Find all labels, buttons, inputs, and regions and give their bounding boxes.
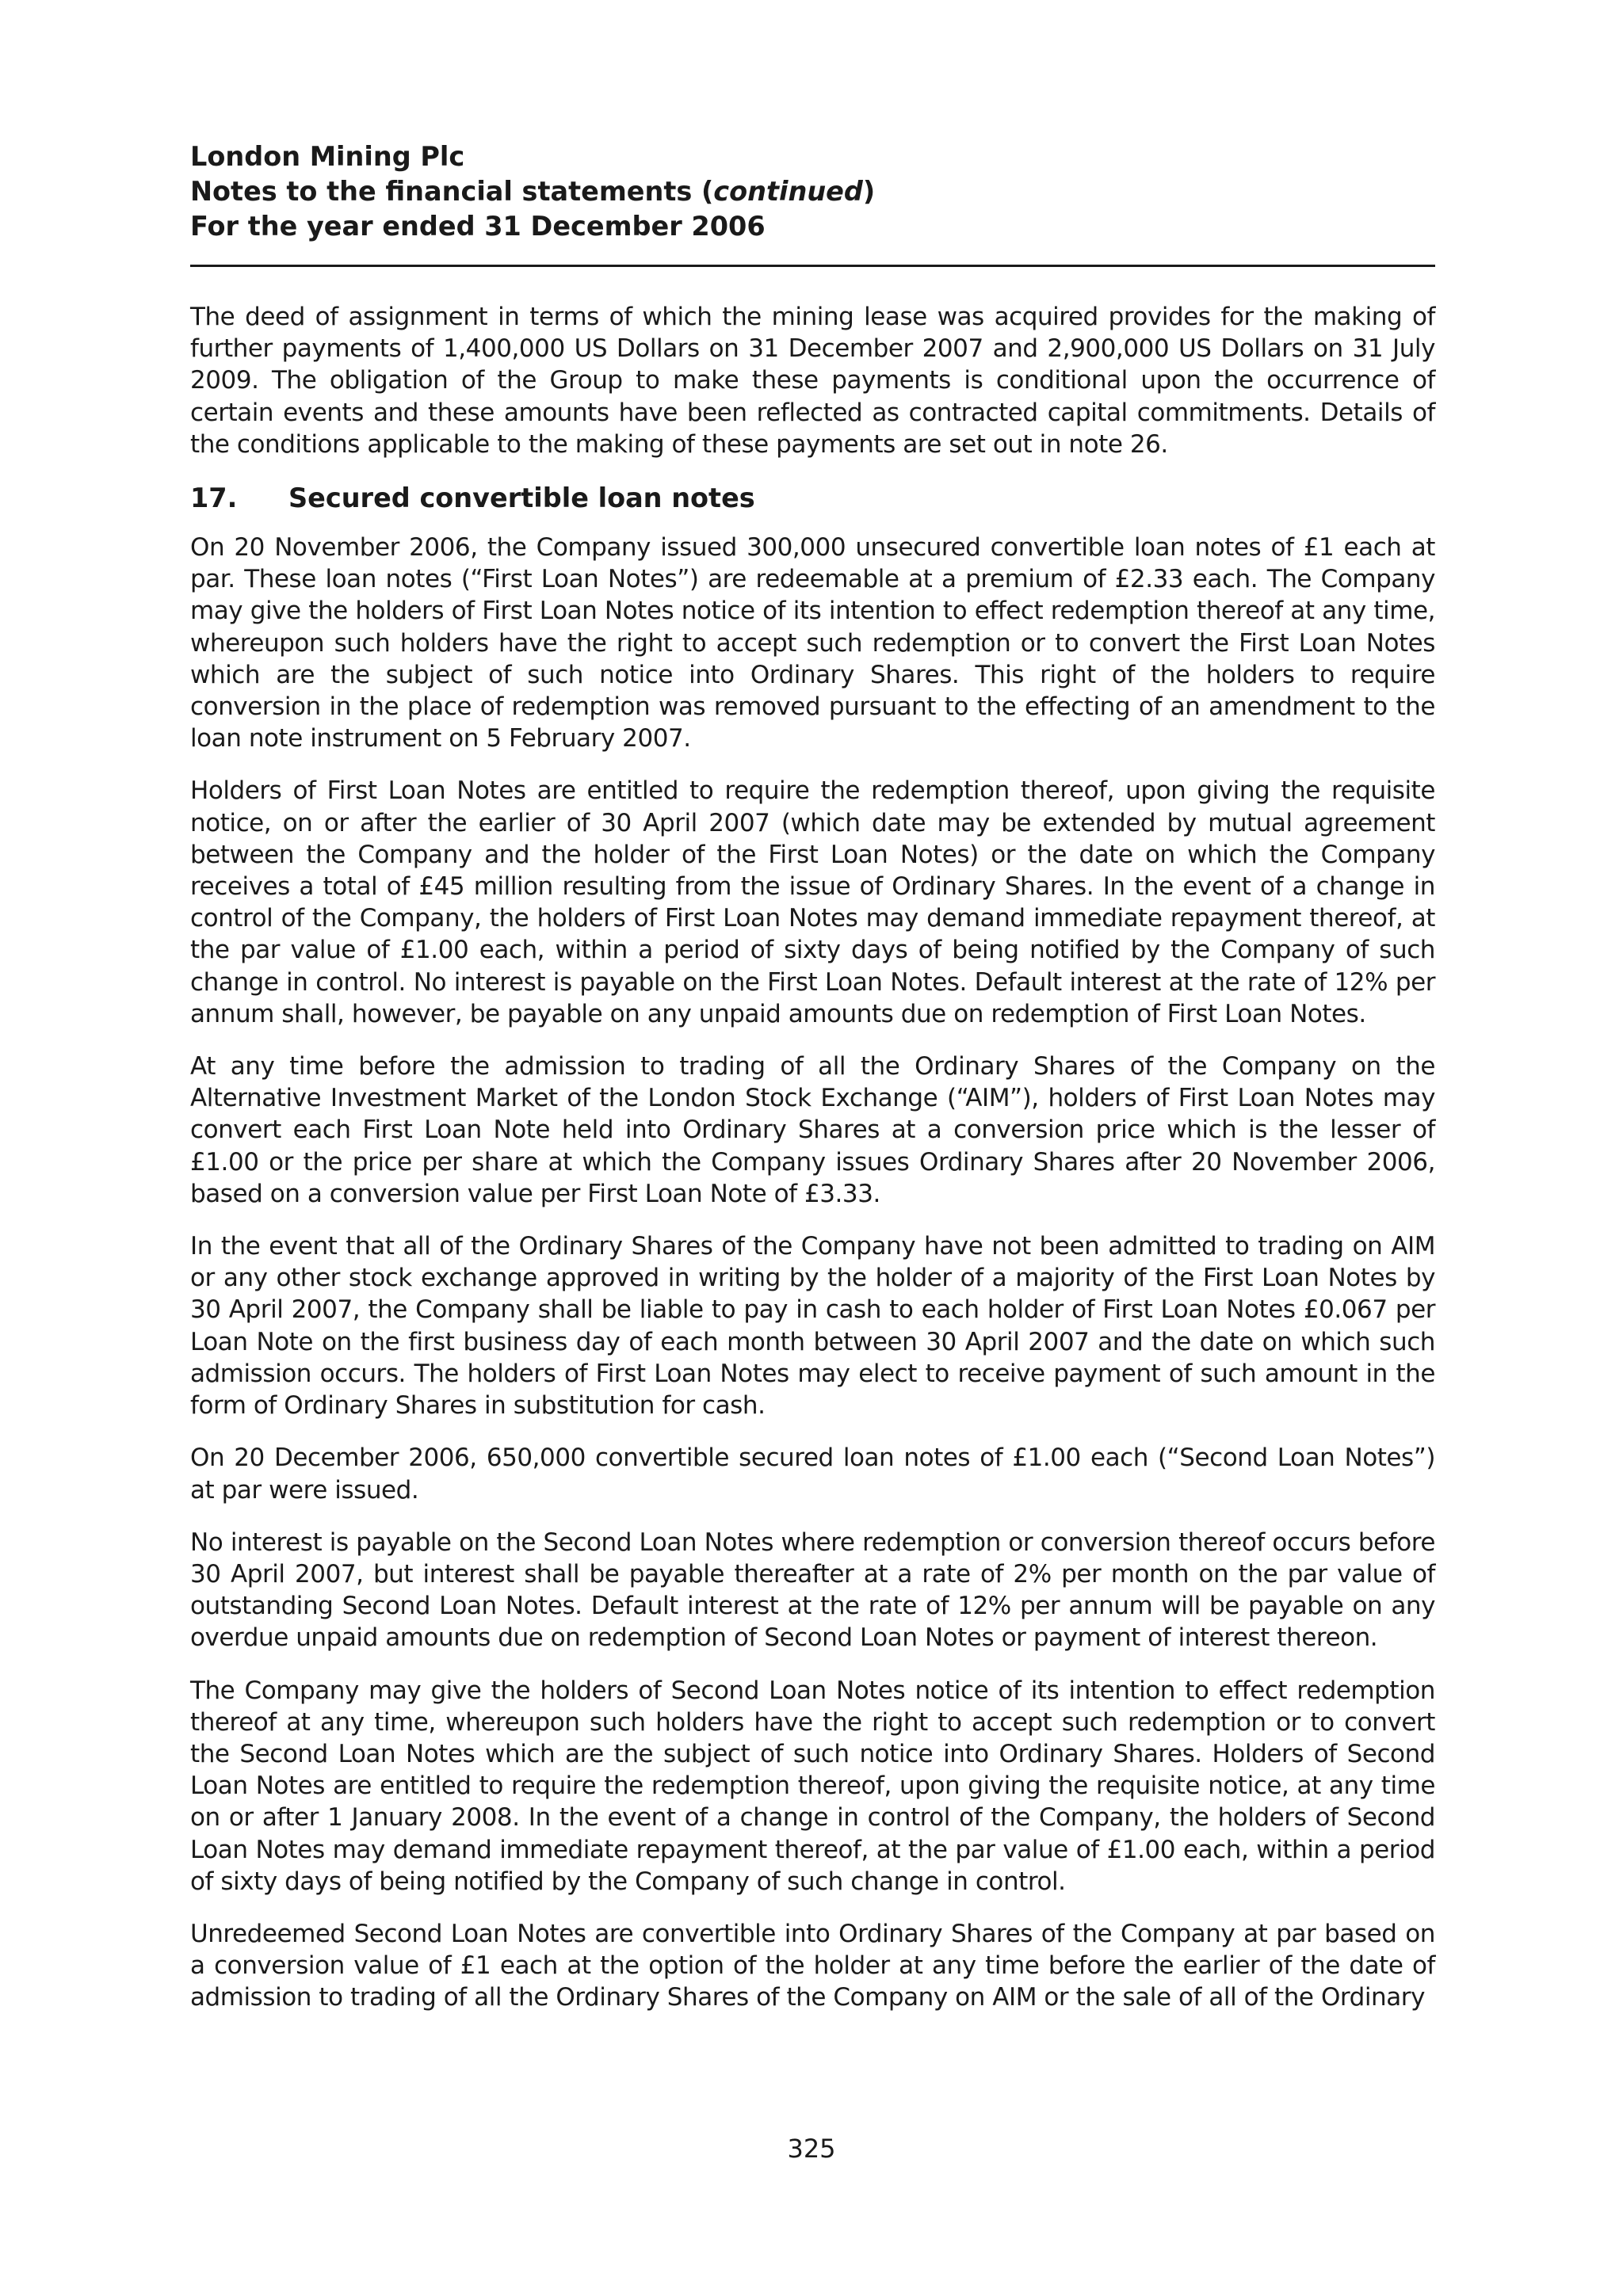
document-subtitle: [190, 174, 1434, 209]
subtitle-italic: continued: [713, 176, 863, 207]
section-title: Secured convertible loan notes: [288, 482, 755, 514]
subtitle-prefix: Notes to the financial statements (: [190, 176, 714, 207]
section-paragraph: No interest is payable on the Second Loan Notes where redemption or conversion thereof occurs before 30 April 2007, but interest shall be payable thereafter at a rate of 2% per month on the par value of outstanding Second Loan Notes. Default interest at the rate of 12% per annum will be payable on any overdue unpaid amounts due on redemption of Second Loan Notes or payment of interest thereon.: [190, 1527, 1435, 1653]
section-number: 17.: [190, 482, 238, 514]
page-header: [190, 139, 1434, 244]
header-divider: [190, 265, 1435, 267]
reporting-period: For the year ended 31 December 2006: [190, 211, 766, 242]
intro-paragraph: The deed of assignment in terms of which the mining lease was acquired provides for the making of further payments of 1,400,000 US Dollars on 31 December 2007 and 2,900,000 US Dollars on 31 July 2009. The obligation of the Group to make these payments is conditional upon the occurrence of certain events and these amounts have been reflected as contracted capital commitments. Details of the conditions applicable to the making of these payments are set out in note 26.: [190, 303, 1435, 459]
section-paragraph: The Company may give the holders of Second Loan Notes notice of its intention to effect redemption thereof at any time, whereupon such holders have the right to accept such redemption or to convert the Second Loan Notes which are the subject of such notice into Ordinary Shares. Holders of Second Loan Notes are entitled to require the redemption thereof, upon giving the requisite notice, at any time on or after 1 January 2008. In the event of a change in control of the Company, the holders of Second Loan Notes may demand immediate repayment thereof, at the par value of £1.00 each, within a period of sixty days of being notified by the Company of such change in control.: [190, 1676, 1435, 1896]
page-number: 325: [787, 2134, 836, 2164]
section-heading: [190, 481, 1435, 516]
section-paragraph: On 20 November 2006, the Company issued 300,000 unsecured convertible loan notes of £1 each at par. These loan notes (“First Loan Notes”) are redeemable at a premium of £2.33 each. The Company may give the holders of First Loan Notes notice of its intention to effect redemption thereof at any time, whereupon such holders have the right to accept such redemption or to convert the First Loan Notes which are the subject of such notice into Ordinary Shares. This right of the holders to require conversion in the place of redemption was removed pursuant to the effecting of an amendment to the loan note instrument on 5 February 2007.: [190, 533, 1435, 753]
section-paragraph: On 20 December 2006, 650,000 convertible secured loan notes of £1.00 each (“Second Loan Notes”) at par were issued.: [190, 1444, 1435, 1505]
section-paragraph: In the event that all of the Ordinary Shares of the Company have not been admitted to trading on AIM or any other stock exchange approved in writing by the holder of a majority of the First Loan Notes by 30 April 2007, the Company shall be liable to pay in cash to each holder of First Loan Notes £0.067 per Loan Note on the first business day of each month between 30 April 2007 and the date on which such admission occurs. The holders of First Loan Notes may elect to receive payment of such amount in the form of Ordinary Shares in substitution for cash.: [190, 1232, 1435, 1421]
section-paragraph: At any time before the admission to trading of all the Ordinary Shares of the Company on the Alternative Investment Market of the London Stock Exchange (“AIM”), holders of First Loan Notes may convert each First Loan Note held into Ordinary Shares at a conversion price which is the lesser of £1.00 or the price per share at which the Company issues Ordinary Shares after 20 November 2006, based on a conversion value per First Loan Note of £3.33.: [190, 1052, 1435, 1208]
company-name: London Mining Plc: [190, 141, 465, 172]
page-body: [190, 301, 1435, 2035]
section-paragraph: Holders of First Loan Notes are entitled to require the redemption thereof, upon giving the requisite notice, on or after the earlier of 30 April 2007 (which date may be extended by mutual agreement between the Company and the holder of the First Loan Notes) or the date on which the Company receives a total of £45 million resulting from the issue of Ordinary Shares. In the event of a change in control of the Company, the holders of First Loan Notes may demand immediate repayment thereof, at the par value of £1.00 each, within a period of sixty days of being notified by the Company of such change in control. No interest is payable on the First Loan Notes. Default interest at the rate of 12% per annum shall, however, be payable on any unpaid amounts due on redemption of First Loan Notes.: [190, 776, 1435, 1028]
section-paragraph: Unredeemed Second Loan Notes are convertible into Ordinary Shares of the Company at par based on a conversion value of £1 each at the option of the holder at any time before the earlier of the date of admission to trading of all the Ordinary Shares of the Company on AIM or the sale of all of the Ordinary: [190, 1919, 1435, 2012]
subtitle-suffix: ): [862, 176, 876, 207]
